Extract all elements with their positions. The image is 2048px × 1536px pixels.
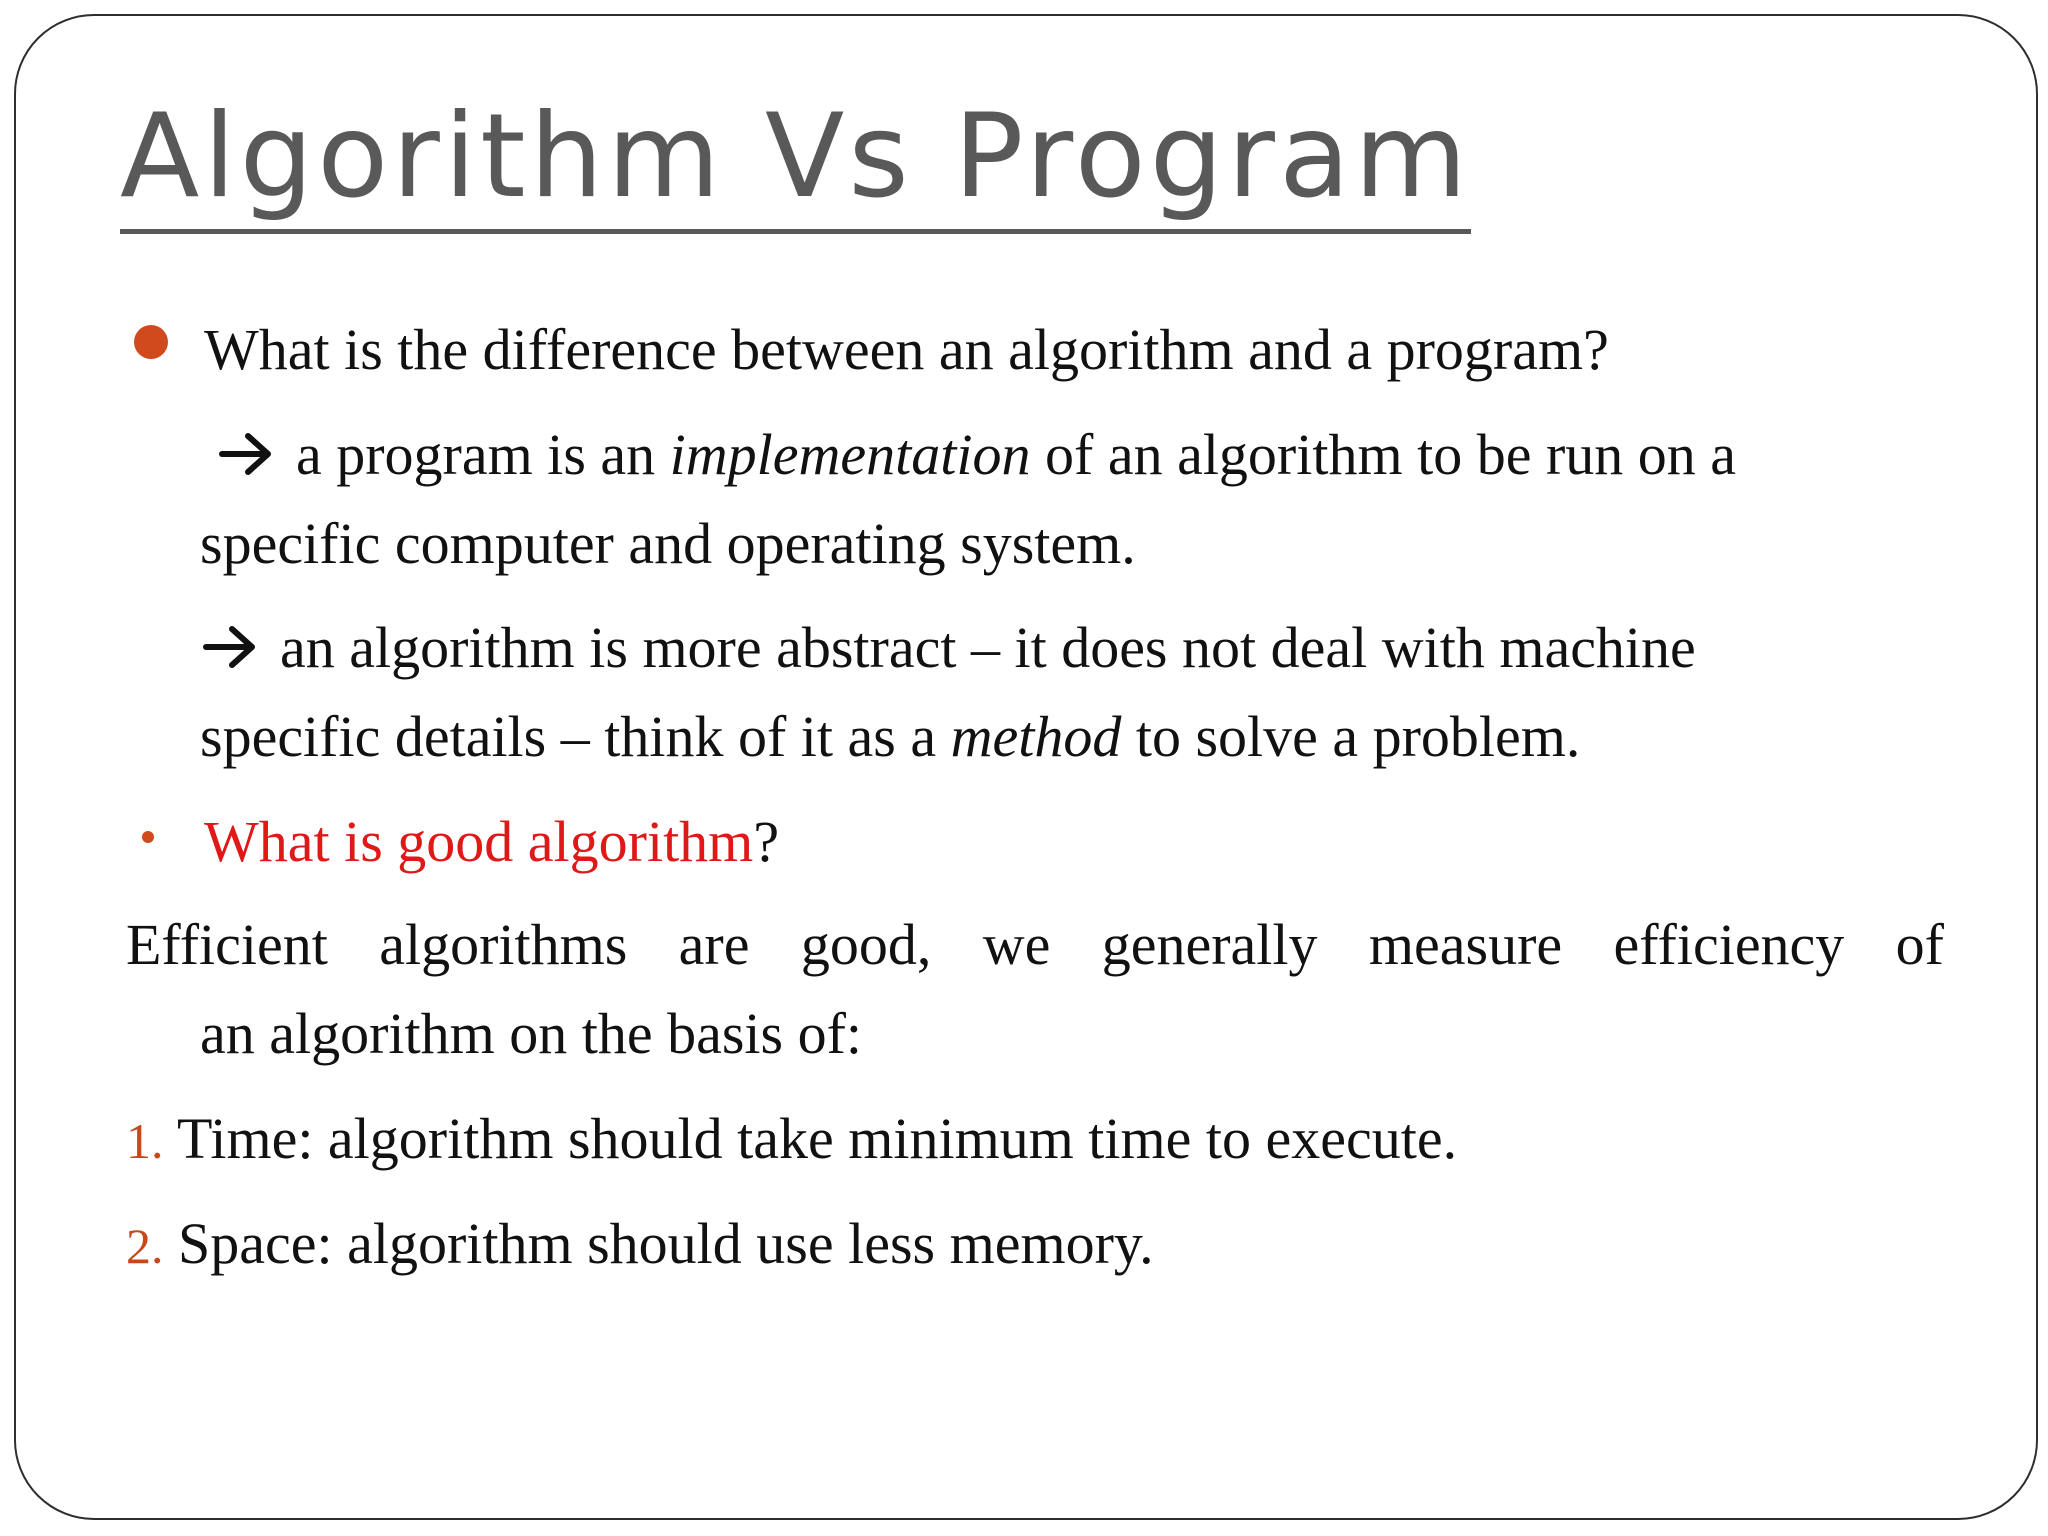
answer-algorithm-prefix: specific details – think of it as a xyxy=(200,704,951,769)
criterion-space xyxy=(126,1210,1154,1278)
answer-program-line2: specific computer and operating system. xyxy=(200,511,1136,576)
answer-algorithm-line2 xyxy=(200,703,1580,771)
slide-title: Algorithm Vs Program xyxy=(120,90,1471,234)
answer-algorithm-suffix: to solve a problem. xyxy=(1121,704,1581,769)
list-number: 2. xyxy=(126,1218,164,1274)
answer-program-line1 xyxy=(216,421,1736,489)
answer-algorithm-italic: method xyxy=(950,704,1122,769)
efficiency-line2: an algorithm on the basis of: xyxy=(200,1001,863,1066)
slide xyxy=(14,14,2038,1520)
question-mark: ? xyxy=(753,809,780,874)
slide-content xyxy=(16,16,2036,1518)
bullet-icon xyxy=(134,325,168,359)
answer-algorithm-text: an algorithm is more abstract – it does not deal with machine xyxy=(280,615,1696,680)
list-number: 1. xyxy=(126,1113,164,1169)
arrow-right-icon xyxy=(216,430,276,478)
question-difference: What is the difference between an algorithm and a program? xyxy=(204,317,1609,382)
criterion-text: Time: algorithm should take minimum time to execute. xyxy=(176,1106,1458,1171)
criterion-text: Space: algorithm should use less memory. xyxy=(178,1211,1154,1276)
bullet-icon xyxy=(142,831,154,843)
answer-program-italic: implementation xyxy=(669,422,1031,487)
arrow-right-icon xyxy=(200,623,260,671)
answer-program-suffix: of an algorithm to be run on a xyxy=(1030,422,1737,487)
efficiency-line1: Efficient algorithms are good, we generally measure efficiency of xyxy=(126,912,1944,977)
question-good-algorithm-highlight: What is good algorithm xyxy=(204,809,754,874)
question-good-algorithm xyxy=(204,808,779,876)
answer-algorithm-line1 xyxy=(200,614,1696,682)
answer-program-prefix: a program is an xyxy=(296,422,670,487)
criterion-time xyxy=(126,1105,1457,1173)
